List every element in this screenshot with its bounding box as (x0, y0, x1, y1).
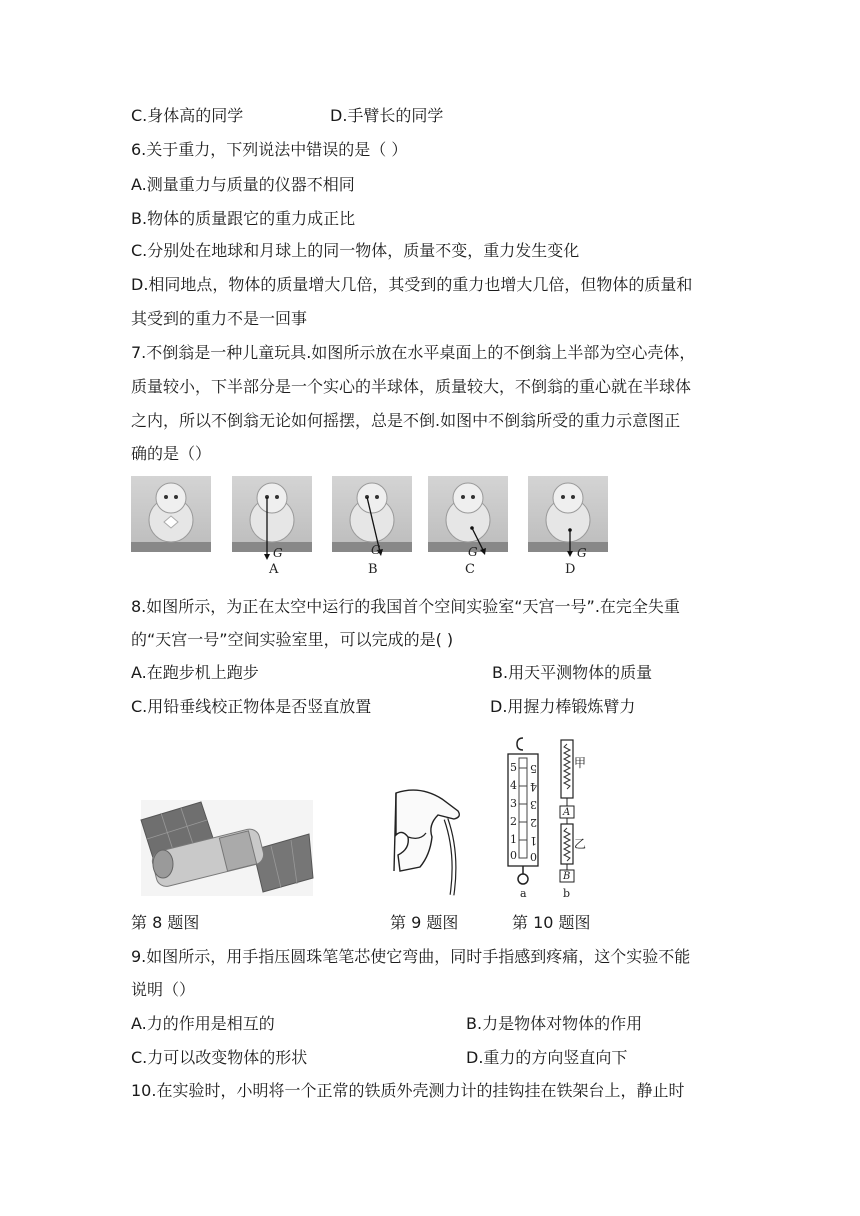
force-label-a: G (273, 546, 283, 560)
scale-a-num-1: 1 (510, 833, 517, 846)
scale-a-mirror-0: 0 (530, 850, 537, 863)
q6-option-c: C.分别处在地球和月球上的同一物体，质量不变，重力发生变化 (131, 241, 580, 260)
q6-stem: 6.关于重力，下列说法中错误的是（ ） (131, 140, 408, 159)
force-label-d: G (577, 546, 587, 560)
scale-a-mirror-4: 4 (530, 780, 537, 793)
tumbler-panel-reference (131, 476, 211, 552)
q8-stem-line2: 的“天宫一号”空间实验室里，可以完成的是( ) (131, 630, 454, 649)
q8-option-c: C.用铅垂线校正物体是否竖直放置 (131, 697, 372, 716)
tumbler-panel-c (428, 476, 508, 552)
caption-fig10: 第 10 题图 (512, 913, 591, 932)
scale-b-block-a: A (563, 807, 571, 818)
scale-a-mirror-3: 3 (530, 798, 537, 811)
force-label-b: G (371, 543, 381, 557)
scale-a-num-4: 4 (510, 779, 517, 792)
q10-stem-line1: 10.在实验时，小明将一个正常的铁质外壳测力计的挂钩挂在铁架台上，静止时 (131, 1081, 685, 1100)
q9-stem-line2: 说明（） (131, 980, 196, 999)
tumbler-panel-d (528, 476, 608, 552)
scale-a-num-0: 0 (510, 849, 517, 862)
option-label-d: D (565, 562, 576, 577)
scale-a-mirror-1: 1 (530, 834, 537, 847)
option-label-c: C (465, 562, 475, 577)
scale-b-block-b: B (563, 871, 571, 882)
q5-option-c: C.身体高的同学 (131, 106, 244, 125)
q7-stem-line1: 7.不倒翁是一种儿童玩具.如图所示放在水平桌面上的不倒翁上半部为空心壳体， (131, 343, 696, 362)
space-station-image (141, 800, 313, 896)
tumbler-panel-a (232, 476, 312, 552)
q9-option-d: D.重力的方向竖直向下 (466, 1048, 628, 1067)
scale-yi-label: 乙 (574, 837, 587, 851)
q8-option-a: A.在跑步机上跑步 (131, 663, 259, 682)
q7-stem-line3: 之内，所以不倒翁无论如何摇摆，总是不倒.如图中不倒翁所受的重力示意图正 (131, 411, 681, 430)
tumbler-panel-b (332, 476, 412, 552)
scale-a-label: a (520, 887, 527, 900)
q6-option-d-line1: D.相同地点，物体的质量增大几倍，其受到的重力也增大几倍，但物体的质量和 (131, 275, 693, 294)
q9-option-c: C.力可以改变物体的形状 (131, 1048, 308, 1067)
q8-option-d: D.用握力棒锻炼臂力 (490, 697, 636, 716)
scale-a-num-3: 3 (510, 797, 517, 810)
q9-option-b: B.力是物体对物体的作用 (466, 1014, 643, 1033)
spring-scale-a (500, 736, 546, 886)
q7-stem-line2: 质量较小，下半部分是一个实心的半球体，质量较大，不倒翁的重心就在半球体 (131, 377, 692, 396)
caption-fig9: 第 9 题图 (390, 913, 459, 932)
force-label-c: G (468, 545, 478, 559)
finger-pen-image (380, 775, 480, 897)
scale-jia-label: 甲 (574, 756, 587, 770)
q8-option-b: B.用天平测物体的质量 (492, 663, 653, 682)
scale-a-mirror-5: 5 (530, 762, 537, 775)
q9-option-a: A.力的作用是相互的 (131, 1014, 275, 1033)
q6-option-a: A.测量重力与质量的仪器不相同 (131, 175, 355, 194)
q7-stem-line4: 确的是（） (131, 444, 212, 463)
scale-a-num-2: 2 (510, 815, 517, 828)
q6-option-d-line2: 其受到的重力不是一回事 (131, 309, 308, 328)
q6-option-b: B.物体的质量跟它的重力成正比 (131, 209, 356, 228)
scale-b-label: b (563, 887, 571, 900)
scale-a-mirror-2: 2 (530, 816, 537, 829)
q9-stem-line1: 9.如图所示，用手指压圆珠笔笔芯使它弯曲，同时手指感到疼痛，这个实验不能 (131, 947, 691, 966)
option-label-b: B (368, 562, 378, 577)
caption-fig8: 第 8 题图 (131, 913, 200, 932)
scale-a-num-5: 5 (510, 761, 517, 774)
q5-option-d: D.手臂长的同学 (330, 106, 444, 125)
q8-stem-line1: 8.如图所示，为正在太空中运行的我国首个空间实验室“天宫一号”.在完全失重 (131, 597, 680, 616)
option-label-a: A (269, 562, 279, 577)
